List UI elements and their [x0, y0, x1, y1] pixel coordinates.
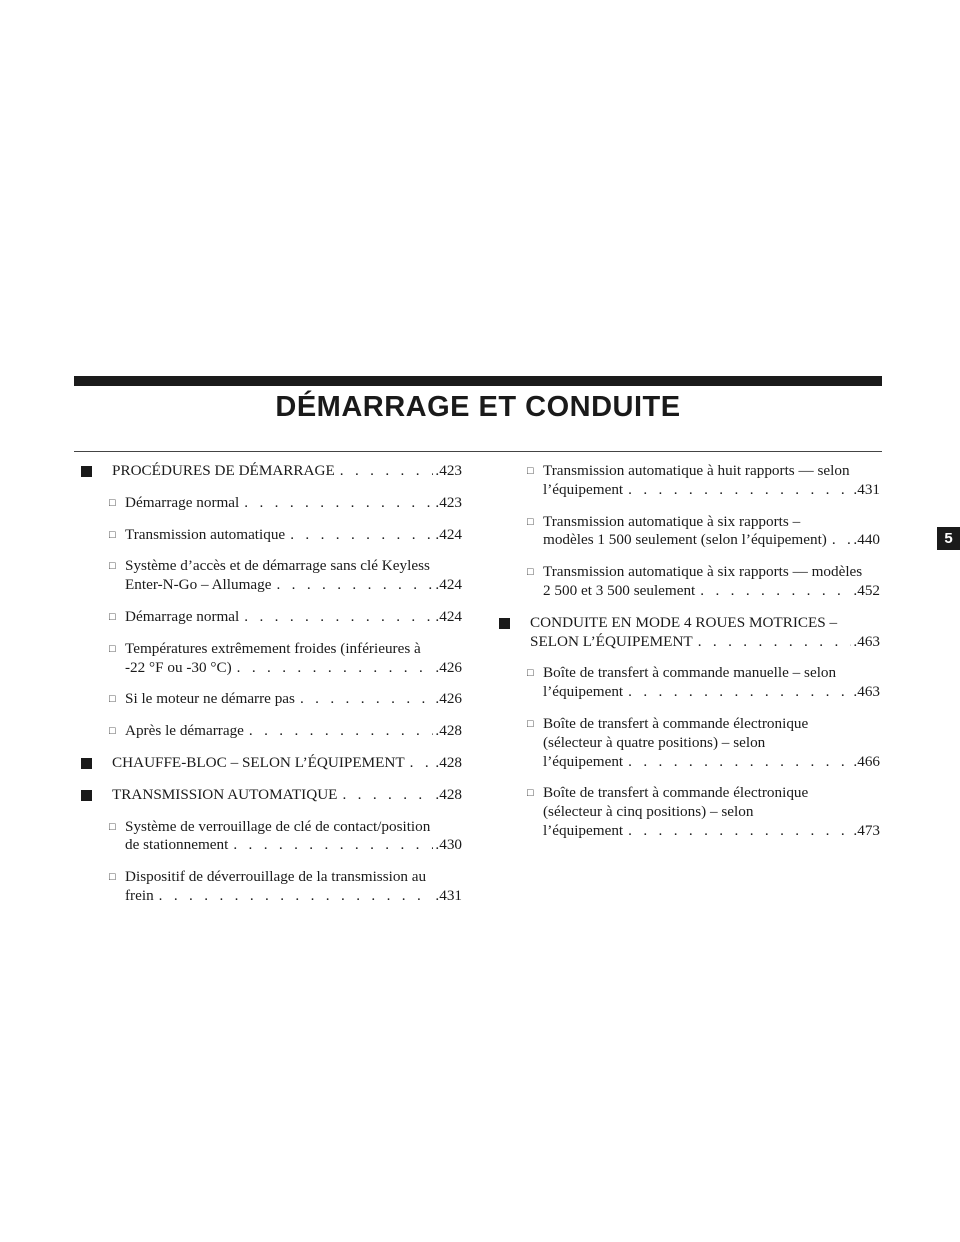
dot-leader: [628, 683, 851, 702]
filled-square-bullet-icon: [81, 758, 92, 769]
toc-left-column: [96, 462, 462, 919]
toc-subsection-entry[interactable]: [96, 818, 462, 856]
dot-leader: [340, 462, 434, 481]
toc-entry-text: frein: [125, 886, 154, 904]
hollow-square-bullet-icon: □: [527, 465, 534, 477]
hollow-square-bullet-icon: □: [527, 787, 534, 800]
chapter-tab: 5: [937, 527, 960, 550]
toc-section-entry[interactable]: [514, 614, 880, 652]
toc-entry-text: 2 500 et 3 500 seulement: [543, 581, 696, 599]
toc-entry-text: Températures extrêmement froides (inférieures à: [125, 639, 421, 657]
dot-leader: [832, 531, 852, 550]
title-divider: [74, 451, 882, 452]
dot-leader: [233, 836, 433, 855]
toc-entry-text: l’équipement: [543, 480, 624, 498]
toc-section-entry[interactable]: [96, 462, 462, 481]
dot-leader: [300, 690, 433, 709]
filled-square-bullet-icon: [499, 618, 510, 629]
dot-leader: [628, 481, 851, 500]
toc-page-number: .431: [853, 480, 880, 498]
toc-page-number: .426: [435, 658, 462, 676]
hollow-square-bullet-icon: □: [109, 528, 116, 541]
toc-page-number: .431: [435, 886, 462, 904]
toc-page-number: .424: [435, 607, 462, 625]
toc-section-entry[interactable]: [96, 786, 462, 805]
toc-subsection-entry[interactable]: [96, 722, 462, 741]
dot-leader: [628, 753, 851, 772]
toc-page-number: .452: [853, 581, 880, 599]
toc-page-number: .473: [853, 821, 880, 839]
header-bar: [74, 376, 882, 386]
dot-leader: [159, 887, 434, 906]
toc-entry-text: l’équipement: [543, 821, 624, 839]
toc-subsection-entry[interactable]: [514, 664, 880, 702]
hollow-square-bullet-icon: □: [109, 693, 116, 706]
dot-leader: [249, 722, 434, 741]
dot-leader: [244, 494, 433, 513]
dot-leader: [237, 659, 434, 678]
toc-page-number: .463: [853, 683, 880, 701]
toc-page-number: .440: [853, 531, 880, 549]
hollow-square-bullet-icon: □: [527, 566, 534, 579]
toc-page-number: .423: [435, 493, 462, 511]
toc-subsection-entry[interactable]: [514, 784, 880, 840]
toc-entry-text: Système de verrouillage de clé de contact/position: [125, 817, 431, 835]
toc-subsection-entry[interactable]: [514, 563, 880, 601]
toc-entry-text: Si le moteur ne démarre pas: [125, 690, 295, 708]
toc-subsection-entry[interactable]: [96, 640, 462, 678]
filled-square-bullet-icon: [81, 790, 92, 801]
toc-page-number: .466: [853, 752, 880, 770]
toc-section-entry[interactable]: [96, 754, 462, 773]
hollow-square-bullet-icon: □: [527, 515, 534, 528]
toc-right-column: [514, 462, 880, 854]
toc-entry-text: Transmission automatique à six rapports –: [543, 512, 801, 530]
toc-entry-text: TRANSMISSION AUTOMATIQUE: [112, 785, 338, 803]
toc-page-number: .428: [435, 722, 462, 740]
toc-entry-text: Transmission automatique à six rapports — modèles: [543, 563, 863, 581]
toc-entry-text: Enter-N-Go – Allumage: [125, 576, 272, 594]
dot-leader: [628, 822, 851, 841]
toc-entry-text: l’équipement: [543, 752, 624, 770]
hollow-square-bullet-icon: □: [109, 820, 116, 833]
toc-subsection-entry[interactable]: [96, 526, 462, 545]
dot-leader: [410, 754, 434, 773]
toc-subsection-entry[interactable]: [96, 494, 462, 513]
toc-entry-text: Démarrage normal: [125, 493, 240, 511]
toc-page-number: .426: [435, 690, 462, 708]
hollow-square-bullet-icon: □: [109, 560, 116, 573]
toc-entry-text: Transmission automatique à huit rapports — selon: [543, 462, 850, 479]
toc-entry-text: Boîte de transfert à commande électronique: [543, 714, 809, 732]
toc-entry-text: (sélecteur à cinq positions) – selon: [543, 803, 754, 821]
hollow-square-bullet-icon: □: [109, 610, 116, 623]
toc-page-number: .424: [435, 525, 462, 543]
dot-leader: [276, 576, 433, 595]
toc-subsection-entry[interactable]: [96, 608, 462, 627]
toc-entry-text: PROCÉDURES DE DÉMARRAGE: [112, 462, 335, 479]
toc-subsection-entry[interactable]: [96, 868, 462, 906]
dot-leader: [698, 633, 852, 652]
toc-entry-text: Boîte de transfert à commande électronique: [543, 784, 809, 802]
toc-entry-text: Dispositif de déverrouillage de la transmission au: [125, 868, 427, 886]
toc-page-number: .424: [435, 576, 462, 594]
dot-leader: [244, 608, 433, 627]
toc-entry-text: Démarrage normal: [125, 607, 240, 625]
toc-entry-text: -22 °F ou -30 °C): [125, 658, 232, 676]
toc-entry-text: (sélecteur à quatre positions) – selon: [543, 733, 766, 751]
toc-entry-text: CHAUFFE-BLOC – SELON L’ÉQUIPEMENT: [112, 753, 405, 771]
toc-entry-text: Boîte de transfert à commande manuelle – selon: [543, 664, 837, 682]
dot-leader: [290, 526, 433, 545]
toc-page-number: .428: [435, 753, 462, 771]
toc-subsection-entry[interactable]: [96, 690, 462, 709]
dot-leader: [700, 582, 851, 601]
hollow-square-bullet-icon: □: [109, 642, 116, 655]
toc-entry-text: SELON L’ÉQUIPEMENT: [530, 632, 693, 650]
toc-page-number: .423: [435, 462, 462, 479]
toc-subsection-entry[interactable]: [96, 557, 462, 595]
dot-leader: [342, 786, 433, 805]
toc-entry-text: Système d’accès et de démarrage sans clé Keyless: [125, 557, 430, 575]
hollow-square-bullet-icon: □: [109, 496, 116, 509]
toc-entry-text: Après le démarrage: [125, 722, 244, 740]
toc-page-number: .463: [853, 632, 880, 650]
hollow-square-bullet-icon: □: [527, 667, 534, 680]
toc-page-number: .428: [435, 785, 462, 803]
toc-entry-text: l’équipement: [543, 683, 624, 701]
hollow-square-bullet-icon: □: [109, 871, 116, 884]
toc-subsection-entry[interactable]: [514, 715, 880, 771]
toc-subsection-entry[interactable]: [514, 462, 880, 500]
toc-subsection-entry[interactable]: [514, 513, 880, 551]
hollow-square-bullet-icon: □: [109, 725, 116, 738]
toc-entry-text: CONDUITE EN MODE 4 ROUES MOTRICES –: [530, 613, 838, 631]
filled-square-bullet-icon: [81, 466, 92, 477]
toc-entry-text: Transmission automatique: [125, 525, 286, 543]
hollow-square-bullet-icon: □: [527, 717, 534, 730]
toc-entry-text: de stationnement: [125, 836, 229, 854]
toc-page-number: .430: [435, 836, 462, 854]
toc-entry-text: modèles 1 500 seulement (selon l’équipement): [543, 531, 827, 549]
page-title: DÉMARRAGE ET CONDUITE: [275, 391, 681, 423]
